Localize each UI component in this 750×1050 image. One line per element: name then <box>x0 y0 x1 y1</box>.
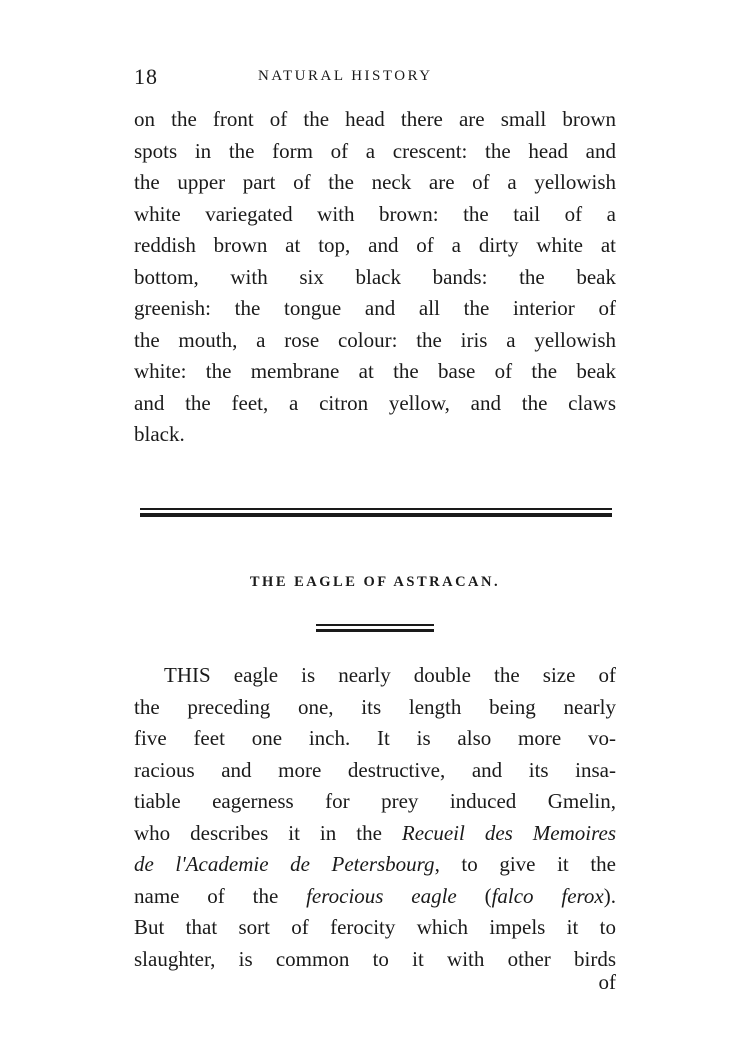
text-line: tiable eagerness for prey induced Gmelin, <box>134 789 616 813</box>
text-line <box>134 818 616 850</box>
running-head: NATURAL HISTORY <box>258 68 433 84</box>
text-run: ( <box>456 883 492 908</box>
underline-bottom <box>316 629 434 632</box>
text-run: , to give it the <box>434 852 616 876</box>
text-run: ). <box>603 883 616 908</box>
text-run: who describes it in the <box>134 820 402 845</box>
underline-top <box>316 624 434 626</box>
section-divider-rule <box>140 508 612 522</box>
italic-common-name: ferocious eagle <box>306 883 457 908</box>
text-line: black. <box>134 422 185 446</box>
italic-title: Recueil des Memoires <box>401 820 616 845</box>
text-line: But that sort of ferocity which impels it to <box>134 915 616 939</box>
text-line <box>134 849 616 881</box>
section-title: THE EAGLE OF ASTRACAN. <box>249 574 501 590</box>
text-line: the mouth, a rose colour: the iris a yellowish <box>134 327 616 352</box>
text-line: slaughter, is common to it with other birds <box>134 946 616 971</box>
page-number: 18 <box>134 64 158 89</box>
text-line: on the front of the head there are small brown <box>134 107 616 131</box>
paragraph-eagle-of-astracan <box>134 660 616 975</box>
text-line: five feet one inch. It is also more vo- <box>134 726 616 750</box>
title-underline-rule <box>316 624 434 636</box>
text-line: greenish: the tongue and all the interior of <box>134 296 616 320</box>
italic-title: de l'Academie de Petersbourg <box>134 852 435 876</box>
text-run: name of the <box>134 883 307 908</box>
page-header <box>134 64 614 92</box>
text-line: the preceding one, its length being nearly <box>134 694 616 719</box>
text-line: and the feet, a citron yellow, and the claws <box>134 390 616 415</box>
text-line: white variegated with brown: the tail of a <box>134 201 616 226</box>
paragraph-continued <box>134 104 616 451</box>
text-line: THIS eagle is nearly double the size of <box>164 663 616 687</box>
text-line: bottom, with six black bands: the beak <box>134 264 616 289</box>
italic-latin-name: falco ferox <box>491 883 604 908</box>
text-line: racious and more destructive, and its insa- <box>134 757 616 782</box>
divider-thin-line <box>140 508 612 510</box>
text-line <box>134 881 616 913</box>
text-line: the upper part of the neck are of a yellowish <box>134 170 616 194</box>
text-line: reddish brown at top, and of a dirty white at <box>134 233 616 257</box>
text-line: spots in the form of a crescent: the head and <box>134 138 616 163</box>
text-line: white: the membrane at the base of the beak <box>134 359 616 383</box>
divider-thick-line <box>140 513 612 517</box>
catchword: of <box>598 970 616 994</box>
